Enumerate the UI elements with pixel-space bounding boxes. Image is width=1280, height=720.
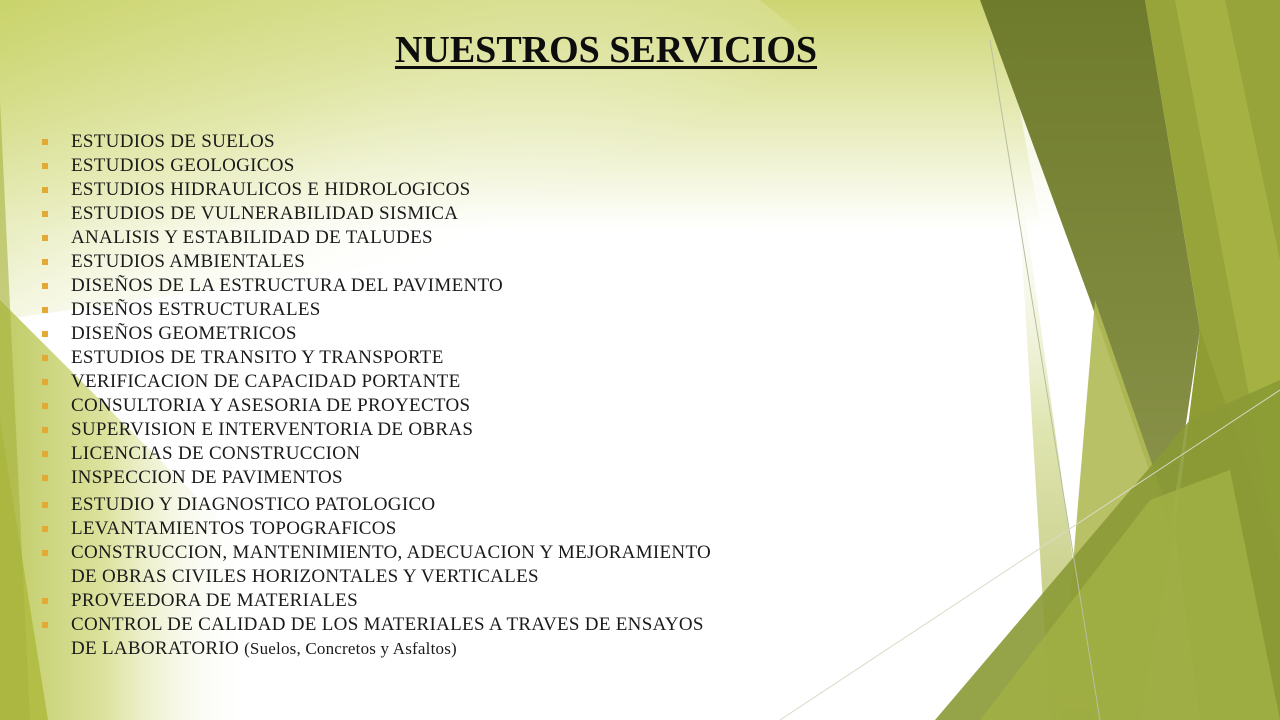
bullet-icon bbox=[42, 598, 48, 604]
bullet-icon bbox=[42, 622, 48, 628]
service-label: SUPERVISION E INTERVENTORIA DE OBRAS bbox=[71, 419, 474, 440]
service-label: CONTROL DE CALIDAD DE LOS MATERIALES A TRAVES DE ENSAYOS DE LABORATORIO bbox=[71, 614, 704, 659]
bullet-icon bbox=[42, 502, 48, 508]
service-label: ESTUDIO Y DIAGNOSTICO PATOLOGICO bbox=[71, 494, 436, 515]
list-item bbox=[42, 274, 722, 298]
bullet-icon bbox=[42, 235, 48, 241]
service-label: CONSTRUCCION, MANTENIMIENTO, ADECUACION Y MEJORAMIENTO DE OBRAS CIVILES HORIZONTALES Y VERTICALES bbox=[71, 542, 712, 587]
list-item bbox=[42, 517, 722, 541]
service-label: ESTUDIOS HIDRAULICOS E HIDROLOGICOS bbox=[71, 179, 471, 200]
service-label: ANALISIS Y ESTABILIDAD DE TALUDES bbox=[71, 227, 433, 248]
bullet-icon bbox=[42, 475, 48, 481]
services-list bbox=[42, 130, 722, 661]
service-label: ESTUDIOS AMBIENTALES bbox=[71, 251, 306, 272]
service-label: ESTUDIOS DE TRANSITO Y TRANSPORTE bbox=[71, 347, 444, 368]
bullet-icon bbox=[42, 307, 48, 313]
service-label: ESTUDIOS DE VULNERABILIDAD SISMICA bbox=[71, 203, 459, 224]
service-label: CONSULTORIA Y ASESORIA DE PROYECTOS bbox=[71, 395, 471, 416]
bullet-icon bbox=[42, 550, 48, 556]
list-item bbox=[42, 226, 722, 250]
bullet-icon bbox=[42, 427, 48, 433]
service-label: DISEÑOS GEOMETRICOS bbox=[71, 323, 297, 344]
bullet-icon bbox=[42, 403, 48, 409]
bullet-icon bbox=[42, 379, 48, 385]
bullet-icon bbox=[42, 259, 48, 265]
service-label: ESTUDIOS DE SUELOS bbox=[71, 131, 275, 152]
list-item bbox=[42, 442, 722, 466]
service-label: DISEÑOS ESTRUCTURALES bbox=[71, 299, 321, 320]
service-label: LICENCIAS DE CONSTRUCCION bbox=[71, 443, 361, 464]
bullet-icon bbox=[42, 187, 48, 193]
list-item bbox=[42, 589, 722, 613]
list-item bbox=[42, 613, 722, 661]
list-item bbox=[42, 322, 722, 346]
list-item bbox=[42, 202, 722, 226]
bullet-icon bbox=[42, 139, 48, 145]
bullet-icon bbox=[42, 211, 48, 217]
bullet-icon bbox=[42, 526, 48, 532]
list-item bbox=[42, 130, 722, 154]
bullet-icon bbox=[42, 451, 48, 457]
list-item bbox=[42, 466, 722, 490]
service-label: ESTUDIOS GEOLOGICOS bbox=[71, 155, 295, 176]
bullet-icon bbox=[42, 163, 48, 169]
bullet-icon bbox=[42, 283, 48, 289]
list-item bbox=[42, 541, 722, 589]
service-label: VERIFICACION DE CAPACIDAD PORTANTE bbox=[71, 371, 461, 392]
list-item bbox=[42, 394, 722, 418]
service-label: INSPECCION DE PAVIMENTOS bbox=[71, 467, 343, 488]
list-item bbox=[42, 493, 722, 517]
service-label: DISEÑOS DE LA ESTRUCTURA DEL PAVIMENTO bbox=[71, 275, 504, 296]
list-item bbox=[42, 178, 722, 202]
list-item bbox=[42, 250, 722, 274]
bullet-icon bbox=[42, 355, 48, 361]
list-item bbox=[42, 154, 722, 178]
list-item bbox=[42, 370, 722, 394]
bullet-icon bbox=[42, 331, 48, 337]
slide-title: NUESTROS SERVICIOS bbox=[394, 29, 818, 71]
list-item bbox=[42, 418, 722, 442]
list-item bbox=[42, 346, 722, 370]
materials-note: (Suelos, Concretos y Asfaltos) bbox=[244, 639, 457, 658]
service-label: PROVEEDORA DE MATERIALES bbox=[71, 590, 358, 611]
service-label: LEVANTAMIENTOS TOPOGRAFICOS bbox=[71, 518, 397, 539]
list-item bbox=[42, 298, 722, 322]
